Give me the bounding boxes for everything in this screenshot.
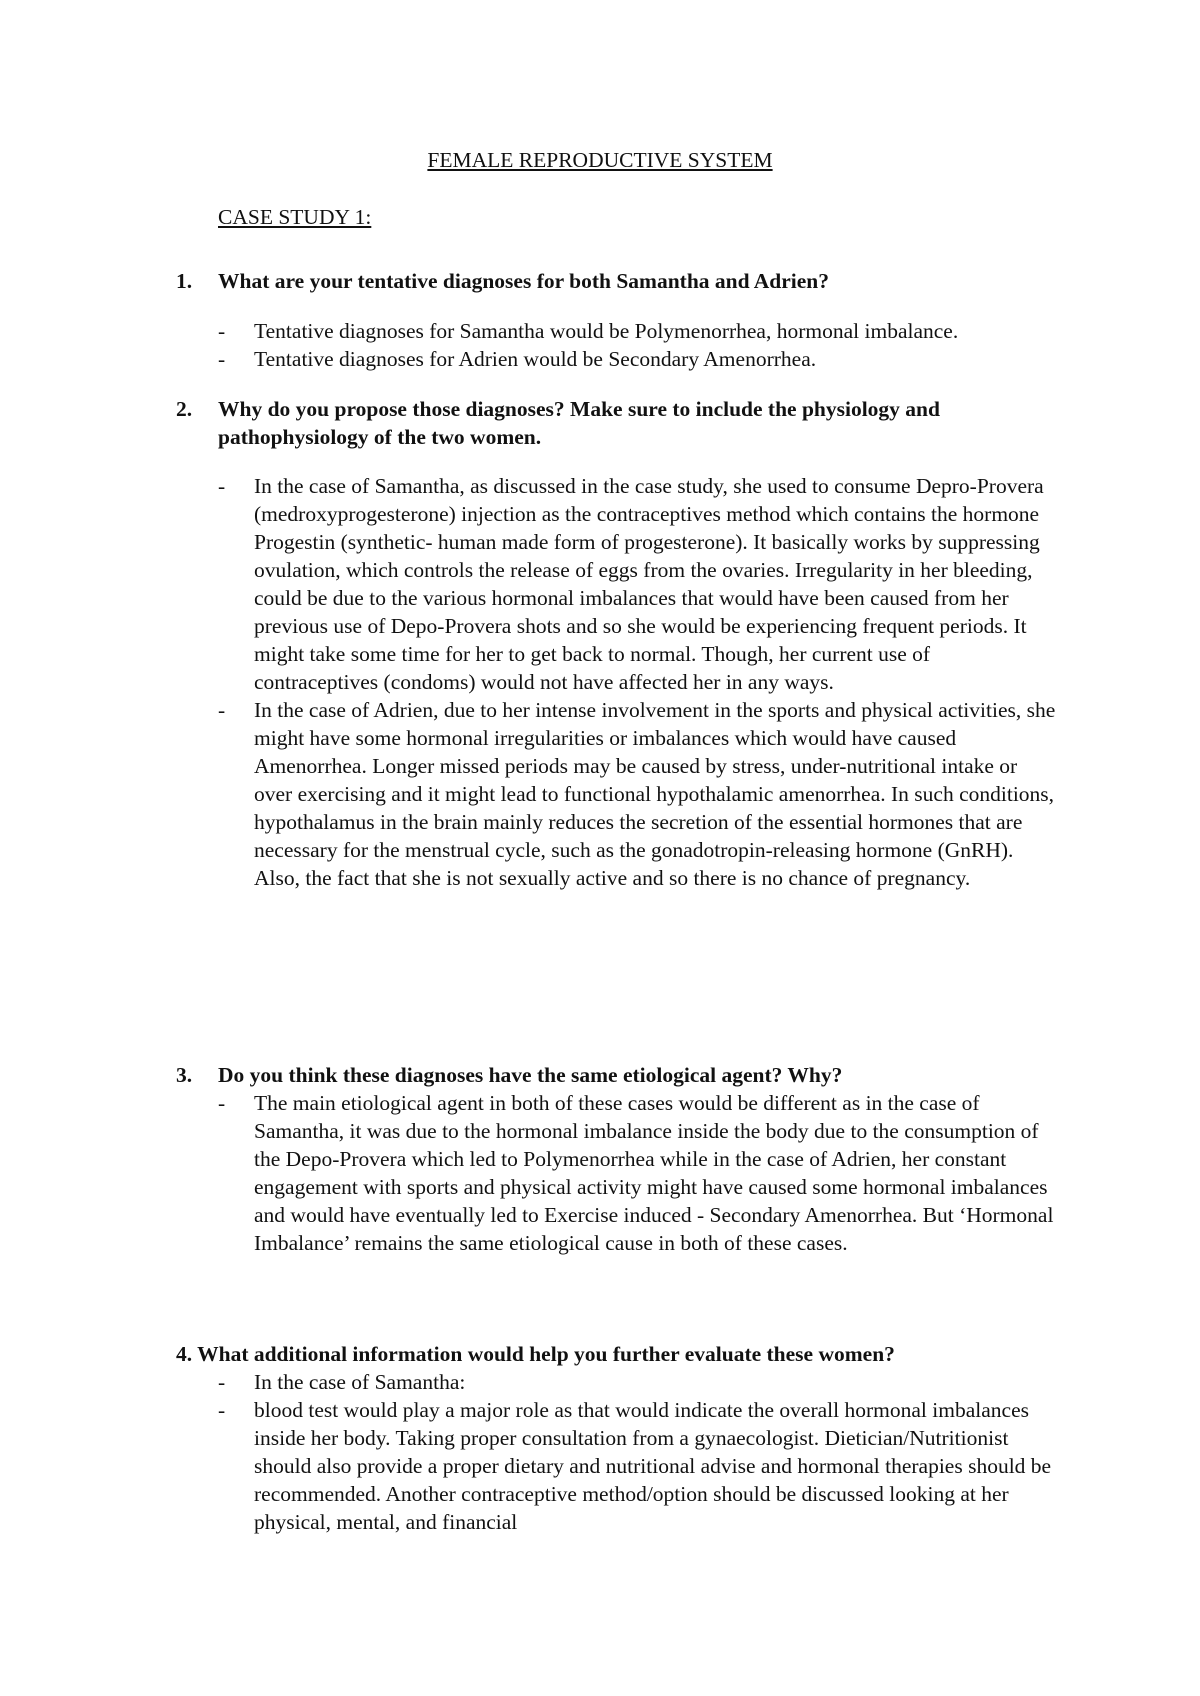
question-number: 3. bbox=[176, 1063, 193, 1087]
bullet-dash: - bbox=[218, 1370, 226, 1394]
question-text: Why do you propose those diagnoses? Make sure to include the physiology and pathophysiology of the two women. bbox=[218, 397, 940, 449]
answer-text: Tentative diagnoses for Adrien would be Secondary Amenorrhea. bbox=[254, 347, 817, 371]
bullet-dash: - bbox=[218, 474, 226, 498]
bullet-dash: - bbox=[218, 1398, 226, 1422]
answer-list-2 bbox=[218, 472, 1058, 892]
question-3 bbox=[176, 1061, 1056, 1089]
question-text: What are your tentative diagnoses for both Samantha and Adrien? bbox=[218, 269, 830, 293]
bullet-dash: - bbox=[218, 698, 226, 722]
question-number: 2. bbox=[176, 397, 193, 421]
question-text: Do you think these diagnoses have the same etiological agent? Why? bbox=[218, 1063, 843, 1087]
answer-item bbox=[218, 696, 1058, 892]
bullet-dash: - bbox=[218, 319, 226, 343]
answer-item bbox=[218, 472, 1058, 696]
question-4 bbox=[176, 1340, 1056, 1368]
document-title: FEMALE REPRODUCTIVE SYSTEM bbox=[427, 148, 773, 172]
answer-text: In the case of Samantha, as discussed in the case study, she used to consume Depro-Provera (medroxyprogesterone) injection as the contraceptives method which contains the hormone Progestin (synthetic- human made form of progesterone). It basically works by suppressing ovulation, which controls the release of eggs from the ovaries. Irregularity in her bleeding, could be due to the various hormonal imbalances that would have been caused from her previous use of Depo-Provera shots and so she would be experiencing frequent periods. It might take some time for her to get back to normal. Though, her current use of contraceptives (condoms) would not have affected her in any ways. bbox=[254, 474, 1044, 694]
answer-item bbox=[218, 1396, 1058, 1536]
answer-item bbox=[218, 345, 1058, 373]
question-2 bbox=[176, 395, 1056, 451]
bullet-dash: - bbox=[218, 1091, 226, 1115]
answer-item bbox=[218, 1368, 1058, 1396]
answer-list-3 bbox=[218, 1089, 1058, 1257]
answer-text: In the case of Adrien, due to her intense involvement in the sports and physical activities, she might have some hormonal irregularities or imbalances which would have caused Amenorrhea. Longer missed periods may be caused by stress, under-nutritional intake or over exercising and it might lead to functional hypothalamic amenorrhea. In such conditions, hypothalamus in the brain mainly reduces the secretion of the essential hormones that are necessary for the menstrual cycle, such as the gonadotropin-releasing hormone (GnRH). Also, the fact that she is not sexually active and so there is no chance of pregnancy. bbox=[254, 698, 1056, 890]
case-study-label: CASE STUDY 1: bbox=[218, 205, 372, 229]
answer-list-1 bbox=[218, 317, 1058, 373]
answer-item bbox=[218, 1089, 1058, 1257]
bullet-dash: - bbox=[218, 347, 226, 371]
question-number: 1. bbox=[176, 269, 193, 293]
question-text: 4. What additional information would help you further evaluate these women? bbox=[176, 1342, 895, 1366]
question-1 bbox=[176, 267, 1056, 295]
answer-item bbox=[218, 317, 1058, 345]
answer-text: blood test would play a major role as that would indicate the overall hormonal imbalances inside her body. Taking proper consultation from a gynaecologist. Dietician/Nutritionist should also provide a proper dietary and nutritional advise and hormonal therapies should be recommended. Another contraceptive method/option should be discussed looking at her physical, mental, and financial bbox=[254, 1398, 1052, 1534]
answer-text: Tentative diagnoses for Samantha would be Polymenorrhea, hormonal imbalance. bbox=[254, 319, 959, 343]
answer-list-4 bbox=[218, 1368, 1058, 1536]
answer-text: In the case of Samantha: bbox=[254, 1370, 466, 1394]
answer-text: The main etiological agent in both of these cases would be different as in the case of Samantha, it was due to the hormonal imbalance inside the body due to the consumption of the Depo-Provera which led to Polymenorrhea while in the case of Adrien, her constant engagement with sports and physical activity might have caused some hormonal imbalances and would have eventually led to Exercise induced - Secondary Amenorrhea. But ‘Hormonal Imbalance’ remains the same etiological cause in both of these cases. bbox=[254, 1091, 1054, 1255]
